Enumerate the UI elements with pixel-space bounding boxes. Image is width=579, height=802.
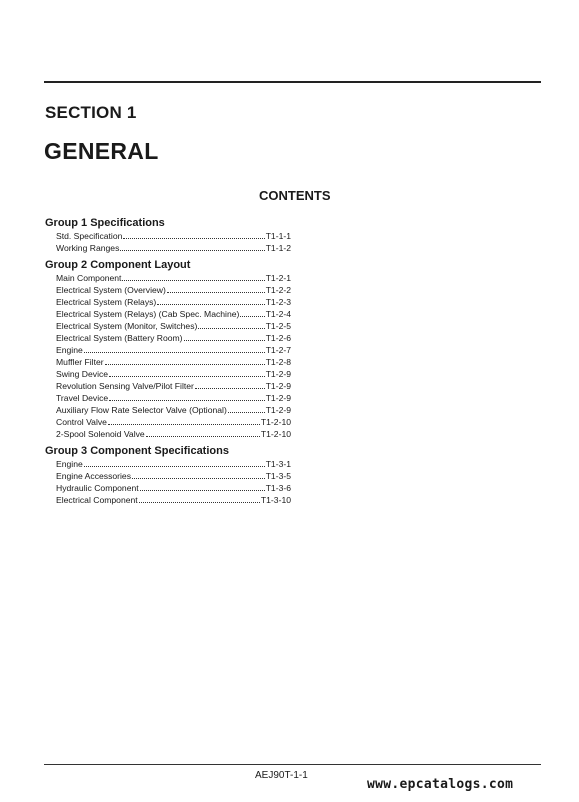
toc-dot-leader [105, 364, 265, 365]
toc-entry-page: T1-2-6 [265, 333, 291, 343]
toc-entry-label: Revolution Sensing Valve/Pilot Filter [56, 381, 194, 391]
toc-entry[interactable] [56, 392, 291, 404]
toc-dot-leader [120, 250, 264, 251]
toc-entry-page: T1-1-1 [265, 231, 291, 241]
toc-entry[interactable] [56, 296, 291, 308]
toc-entry-label: Working Ranges [56, 243, 120, 253]
toc-entry-label: Main Component [56, 273, 122, 283]
toc-dot-leader [184, 340, 265, 341]
toc-dot-leader [167, 292, 265, 293]
toc-dot-leader [108, 424, 260, 425]
toc-entry-page: T1-1-2 [265, 243, 291, 253]
toc-entry-label: Electrical System (Relays) (Cab Spec. Machine) [56, 309, 240, 319]
bottom-rule [44, 764, 541, 765]
toc-dot-leader [132, 478, 265, 479]
toc-entry-label: Auxiliary Flow Rate Selector Valve (Optional) [56, 405, 227, 415]
toc-entry[interactable] [56, 230, 291, 242]
toc-group-title: Group 3 Component Specifications [45, 445, 229, 457]
toc-entry-label: Electrical System (Battery Room) [56, 333, 183, 343]
toc-dot-leader [139, 502, 260, 503]
toc-dot-leader [195, 388, 265, 389]
toc-entry-page: T1-2-2 [265, 285, 291, 295]
toc-entry-page: T1-3-1 [265, 459, 291, 469]
toc-dot-leader [146, 436, 260, 437]
toc-dot-leader [109, 400, 264, 401]
toc-group-title: Group 1 Specifications [45, 217, 165, 229]
toc-entry[interactable] [56, 344, 291, 356]
toc-entry-page: T1-3-5 [265, 471, 291, 481]
table-of-contents [45, 216, 291, 510]
toc-entry[interactable] [56, 494, 291, 506]
toc-entry-page: T1-3-6 [265, 483, 291, 493]
toc-entry-label: Electrical System (Overview) [56, 285, 166, 295]
watermark: www.epcatalogs.com [367, 777, 514, 792]
toc-entry-label: Electrical Component [56, 495, 138, 505]
toc-dot-leader [123, 238, 264, 239]
toc-entry-page: T1-2-9 [265, 381, 291, 391]
toc-entry-page: T1-2-10 [260, 417, 291, 427]
toc-entry[interactable] [56, 404, 291, 416]
page-id: AEJ90T-1-1 [255, 770, 308, 781]
toc-entry-page: T1-2-8 [265, 357, 291, 367]
toc-entry-page: T1-2-9 [265, 393, 291, 403]
toc-entry-page: T1-2-3 [265, 297, 291, 307]
toc-entry-page: T1-2-5 [265, 321, 291, 331]
toc-dot-leader [84, 466, 265, 467]
toc-entry-page: T1-2-4 [265, 309, 291, 319]
toc-entry[interactable] [56, 458, 291, 470]
toc-dot-leader [240, 316, 264, 317]
toc-dot-leader [84, 352, 265, 353]
toc-entry[interactable] [56, 380, 291, 392]
toc-entry[interactable] [56, 428, 291, 440]
toc-entry[interactable] [56, 332, 291, 344]
toc-entry-label: Engine [56, 459, 83, 469]
toc-dot-leader [109, 376, 265, 377]
toc-entry[interactable] [56, 320, 291, 332]
toc-entry-page: T1-2-10 [260, 429, 291, 439]
toc-entry-label: Control Valve [56, 417, 107, 427]
toc-entry[interactable] [56, 416, 291, 428]
section-title: GENERAL [44, 138, 159, 164]
toc-group-title: Group 2 Component Layout [45, 259, 191, 271]
top-rule [44, 81, 541, 83]
toc-entry-label: Engine [56, 345, 83, 355]
toc-entry[interactable] [56, 242, 291, 254]
contents-heading: CONTENTS [259, 188, 331, 203]
toc-entry-page: T1-2-7 [265, 345, 291, 355]
toc-dot-leader [140, 490, 265, 491]
toc-entry-page: T1-2-9 [265, 405, 291, 415]
toc-dot-leader [228, 412, 265, 413]
toc-entry[interactable] [56, 272, 291, 284]
toc-entry-label: Travel Device [56, 393, 109, 403]
toc-entry-label: Muffler Filter [56, 357, 104, 367]
toc-entry[interactable] [56, 308, 291, 320]
toc-entry-label: 2-Spool Solenoid Valve [56, 429, 145, 439]
toc-entry-label: Engine Accessories [56, 471, 131, 481]
toc-entry-label: Electrical System (Monitor, Switches) [56, 321, 198, 331]
toc-entry[interactable] [56, 470, 291, 482]
toc-entry-label: Hydraulic Component [56, 483, 139, 493]
toc-entry[interactable] [56, 284, 291, 296]
toc-entry[interactable] [56, 368, 291, 380]
toc-entry[interactable] [56, 482, 291, 494]
toc-entry-page: T1-2-1 [265, 273, 291, 283]
section-label: SECTION 1 [45, 103, 137, 122]
toc-entry-page: T1-2-9 [265, 369, 291, 379]
toc-group [45, 258, 291, 440]
toc-entry-label: Std. Specification [56, 231, 123, 241]
toc-group [45, 216, 291, 254]
toc-entry[interactable] [56, 356, 291, 368]
toc-dot-leader [157, 304, 264, 305]
toc-group [45, 444, 291, 506]
toc-entry-label: Electrical System (Relays) [56, 297, 157, 307]
toc-entry-label: Swing Device [56, 369, 109, 379]
toc-dot-leader [198, 328, 264, 329]
toc-entry-page: T1-3-10 [260, 495, 291, 505]
toc-dot-leader [122, 280, 264, 281]
